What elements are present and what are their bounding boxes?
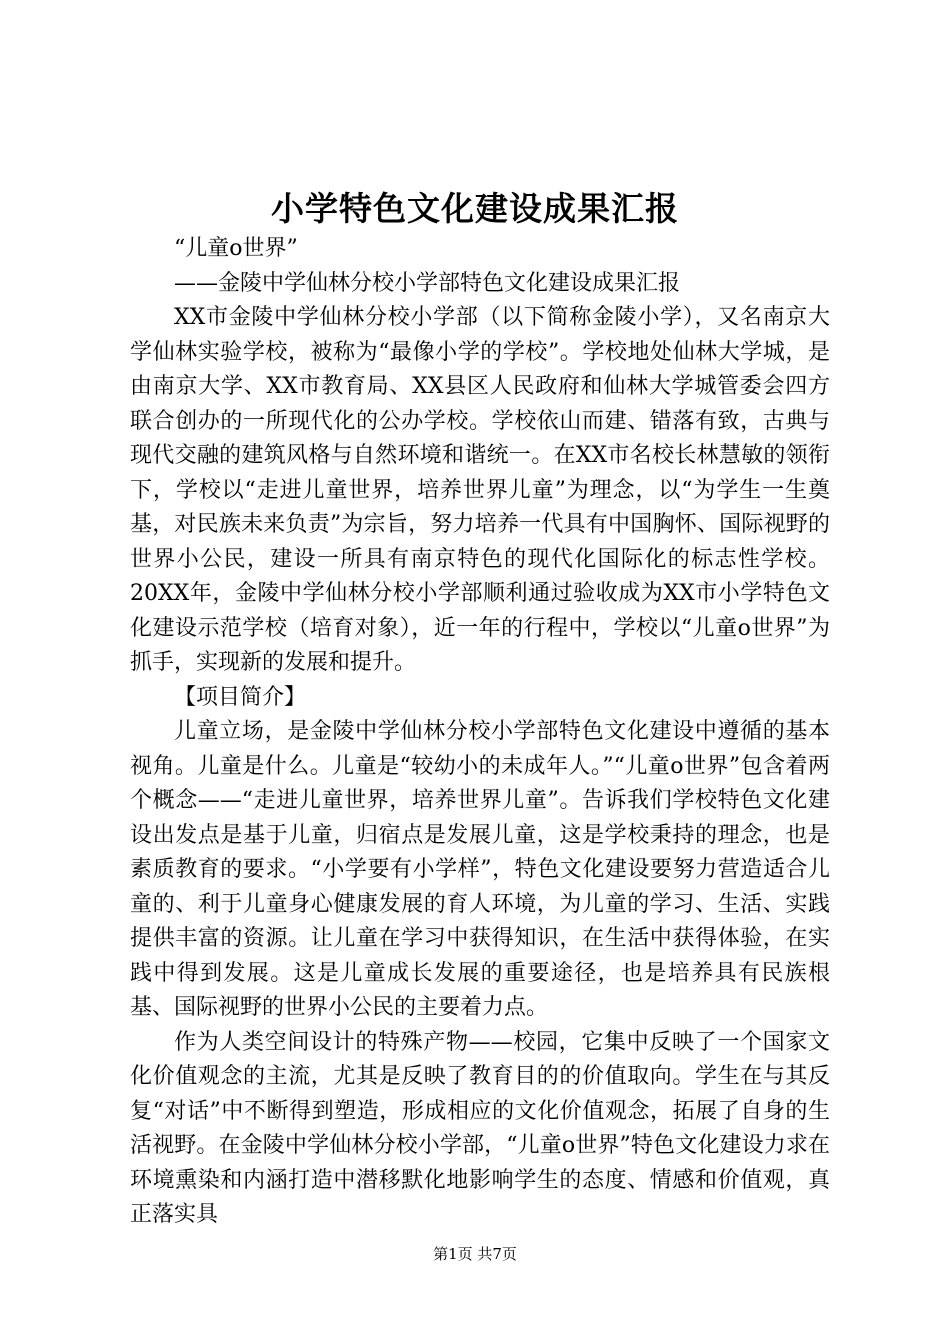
document-title: 小学特色文化建设成果汇报 — [271, 189, 679, 228]
document-body — [130, 232, 830, 1233]
subtitle-line: ——金陵中学仙林分校小学部特色文化建设成果汇报 — [174, 270, 681, 296]
body-paragraph: XX市金陵中学仙林分校小学部（以下简称金陵小学），又名南京大学仙林实验学校，被称为“最像小学的学校”。学校地处仙林大学城，是由南京大学、XX市教育局、XX县区人民政府和仙林大学城管委会四方联合创办的一所现代化的公办学校。学校依山而建、错落有致，古典与现代交融的建筑风格与自然环境和谐统一。在XX市名校长林慧敏的领衔下，学校以“走进儿童世界，培养世界儿童”为理念，以“为学生一生奠基，对民族未来负责”为宗旨，努力培养一代具有中国胸怀、国际视野的世界小公民，建设一所具有南京特色的现代化国际化的标志性学校。20XX年，金陵中学仙林分校小学部顺利通过验收成为XX市小学特色文化建设示范学校（培育对象），近一年的行程中，学校以“儿童o世界”为抓手，实现新的发展和提升。 — [130, 305, 830, 675]
body-paragraph: 儿童立场，是金陵中学仙林分校小学部特色文化建设中遵循的基本视角。儿童是什么。儿童是“较幼小的未成年人。”“儿童o世界”包含着两个概念——“走进儿童世界，培养世界儿童”。告诉我们学校特色文化建设出发点是基于儿童，归宿点是发展儿童，这是学校秉持的理念，也是素质教育的要求。“小学要有小学样”，特色文化建设要努力营造适合儿童的、利于儿童身心健康发展的育人环境，为儿童的学习、生活、实践提供丰富的资源。让儿童在学习中获得知识，在生活中获得体验，在实践中得到发展。这是儿童成长发展的重要途径，也是培养具有民族根基、国际视野的世界小公民的主要着力点。 — [130, 719, 830, 1020]
page-footer: 第1页 共7页 — [433, 1245, 517, 1263]
body-paragraph: 作为人类空间设计的特殊产物——校园，它集中反映了一个国家文化价值观念的主流，尤其是反映了教育目的的价值取向。学生在与其反复“对话”中不断得到塑造，形成相应的文化价值观念，拓展了自身的生活视野。在金陵中学仙林分校小学部，“儿童o世界”特色文化建设力求在环境熏染和内涵打造中潜移默化地影响学生的态度、情感和价值观，真正落实具 — [130, 1029, 830, 1227]
section-heading: 【项目简介】 — [174, 684, 307, 710]
subtitle-line: “儿童o世界” — [174, 236, 298, 261]
